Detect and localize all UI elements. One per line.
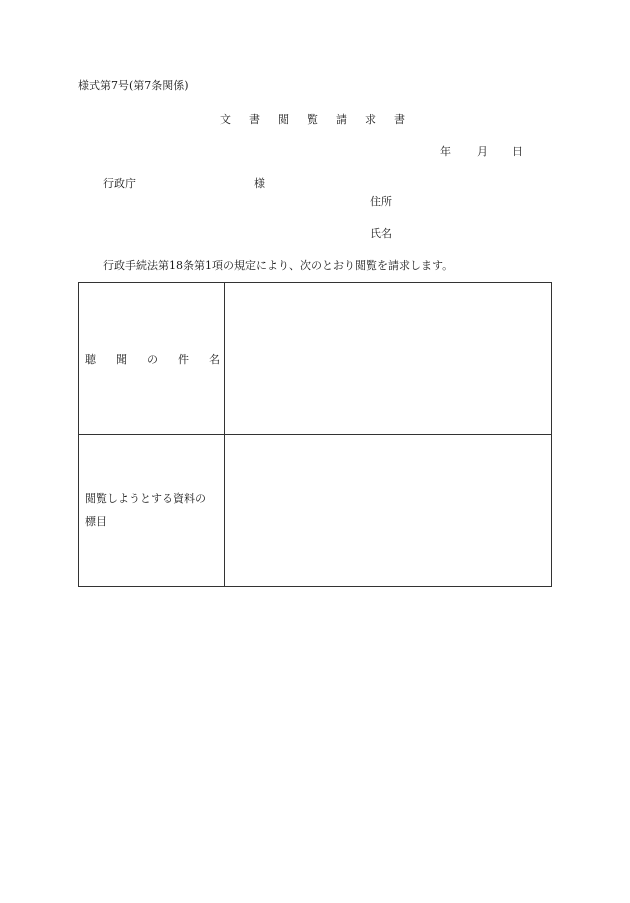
addressee-suffix: 様 bbox=[254, 177, 265, 190]
request-table bbox=[78, 282, 552, 587]
date-year: 年 bbox=[440, 145, 451, 158]
subject-label-char: 聴 bbox=[85, 353, 96, 366]
form-number: 様式第7号(第7条関係) bbox=[78, 79, 189, 92]
table-row-materials bbox=[79, 435, 551, 586]
subject-label-char: 名 bbox=[209, 353, 220, 366]
materials-value-cell[interactable] bbox=[225, 435, 551, 586]
title-char: 覧 bbox=[307, 113, 318, 126]
subject-label-char: の bbox=[147, 353, 158, 366]
title-char: 求 bbox=[365, 113, 376, 126]
title-char: 請 bbox=[336, 113, 347, 126]
subject-label-cell bbox=[79, 283, 225, 434]
title-char: 書 bbox=[394, 113, 405, 126]
title-char: 文 bbox=[220, 113, 231, 126]
materials-label-line1: 閲覧しようとする資料の bbox=[85, 492, 206, 505]
name-label: 氏名 bbox=[370, 227, 392, 240]
materials-label-cell bbox=[79, 435, 225, 586]
address-label: 住所 bbox=[370, 195, 392, 208]
request-statement: 行政手続法第18条第1項の規定により、次のとおり閲覧を請求します。 bbox=[103, 259, 454, 272]
materials-label-line2: 標目 bbox=[85, 515, 107, 528]
subject-value-cell[interactable] bbox=[225, 283, 551, 434]
table-row-subject bbox=[79, 283, 551, 435]
subject-label-char: 件 bbox=[178, 353, 189, 366]
title-char: 閲 bbox=[278, 113, 289, 126]
subject-label-char: 聞 bbox=[116, 353, 127, 366]
addressee-office: 行政庁 bbox=[103, 177, 136, 190]
date-month: 月 bbox=[477, 145, 488, 158]
date-day: 日 bbox=[512, 145, 523, 158]
title-char: 書 bbox=[249, 113, 260, 126]
